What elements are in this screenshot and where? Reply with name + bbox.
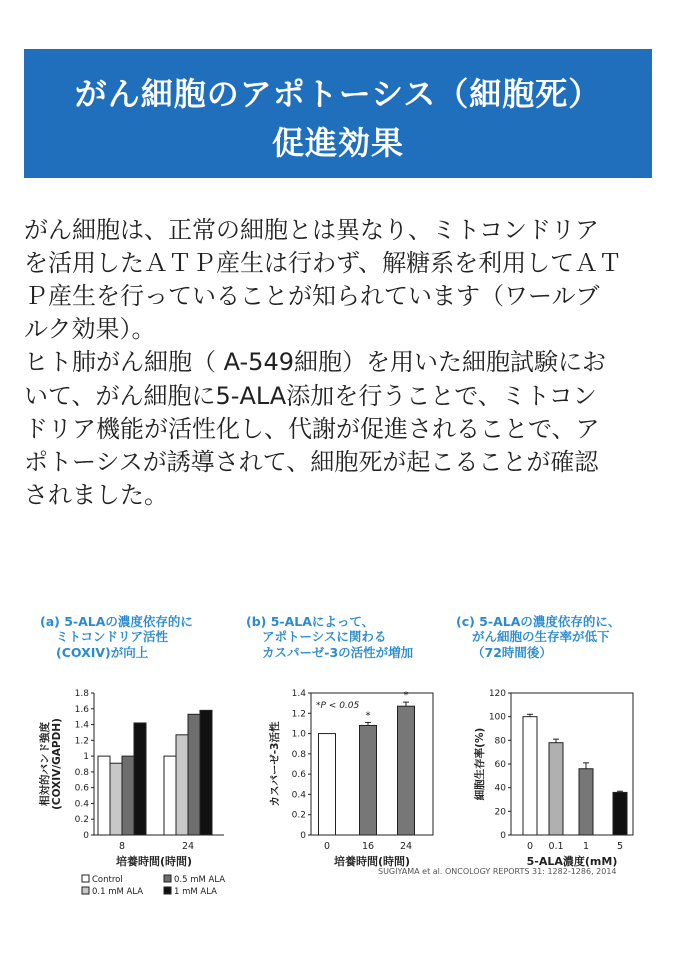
caption-line: (c) 5-ALAの濃度依存的に、 [456, 614, 621, 629]
figure [24, 610, 654, 900]
legend-swatch [82, 887, 89, 894]
caption-line: アポトーシスに関わる [262, 629, 387, 645]
x-tick-label: 8 [118, 841, 126, 852]
title-banner [24, 49, 652, 178]
text-line: ルク効果）。 [24, 315, 156, 344]
y-axis-label: (COXIV/GAPDH) [51, 718, 63, 810]
chart-c [473, 689, 633, 868]
y-axis-label: 細胞生存率(%) [474, 727, 486, 801]
x-tick-label: 16 [361, 841, 375, 852]
bar [188, 714, 200, 835]
y-tick-label: 60 [494, 760, 506, 770]
y-tick-label: 1 [83, 752, 89, 763]
y-tick-label: 0.4 [291, 790, 306, 801]
legend-swatch [164, 887, 171, 894]
x-axis-label: 培養時間(時間) [115, 855, 193, 868]
y-tick-label: 0.8 [291, 749, 306, 760]
caption-line: (COXIV)が向上 [56, 644, 149, 660]
caption-line: がん細胞の生存率が低下 [472, 629, 610, 645]
bar [98, 756, 110, 835]
significance-marker: * [403, 690, 409, 702]
caption-b [246, 614, 413, 660]
text-line: いて、がん細胞に5-ALA添加を行うことで、ミトコン [24, 381, 597, 410]
legend-label: 0.5 mM ALA [174, 875, 226, 885]
y-tick-label: 120 [488, 689, 506, 699]
x-axis-label: 5-ALA濃度(mM) [526, 855, 618, 868]
body-text [24, 214, 654, 512]
x-tick-label: 24 [181, 841, 195, 852]
text-line: ポトーシスが誘導されて、細胞死が起こることが確認 [24, 447, 599, 476]
text-line: を活用したＡＴＰ産生は行わず、解糖系を利用してＡＴ [24, 249, 623, 278]
x-tick-label: 1 [582, 841, 590, 852]
significance-note: *P < 0.05 [316, 701, 360, 711]
chart-b [268, 689, 433, 868]
bar [360, 725, 377, 835]
y-tick-label: 1.8 [74, 689, 89, 699]
text-line: されました。 [24, 480, 168, 509]
y-tick-label: 80 [494, 736, 506, 747]
y-tick-label: 0.4 [74, 799, 89, 810]
x-tick-label: 0 [323, 841, 331, 852]
bar [134, 723, 146, 835]
x-tick-label: 0 [526, 841, 534, 852]
y-tick-label: 0 [83, 831, 89, 841]
y-tick-label: 1.6 [74, 704, 89, 715]
y-tick-label: 1.4 [291, 689, 306, 699]
y-tick-label: 0.8 [74, 767, 89, 778]
bar [122, 756, 134, 835]
caption-line: ミトコンドリア活性 [56, 629, 169, 645]
bar [549, 743, 563, 835]
legend-label: 0.1 mM ALA [92, 887, 144, 897]
y-tick-label: 1.2 [74, 736, 89, 747]
page-title-line1: がん細胞のアポトーシス（細胞死） [74, 75, 602, 113]
x-tick-label: 24 [399, 841, 413, 852]
y-tick-label: 1.4 [74, 720, 89, 731]
bar [200, 710, 212, 835]
y-tick-label: 1.2 [291, 709, 306, 720]
y-tick-label: 0.2 [291, 810, 306, 821]
significance-marker: * [365, 710, 371, 722]
y-tick-label: 20 [494, 807, 506, 818]
bar [579, 769, 593, 835]
caption-line: (a) 5-ALAの濃度依存的に [40, 614, 193, 629]
charts-svg [24, 670, 654, 920]
y-tick-label: 1.0 [291, 729, 306, 740]
y-tick-label: 0.6 [74, 783, 89, 794]
bar [164, 756, 176, 835]
y-tick-label: 0 [500, 831, 506, 841]
text-line: ヒト肺がん細胞（ A-549細胞）を用いた細胞試験にお [24, 348, 606, 377]
caption-line: (b) 5-ALAによって、 [246, 614, 375, 629]
x-tick-label: 5 [616, 841, 624, 852]
legend-swatch [164, 875, 171, 882]
bar [319, 734, 336, 835]
caption-a [40, 614, 193, 660]
y-tick-label: 0.2 [74, 815, 89, 826]
text-line: がん細胞は、正常の細胞とは異なり、ミトコンドリア [24, 216, 600, 244]
chart-a [38, 689, 225, 897]
bar [523, 717, 537, 835]
bar [176, 735, 188, 835]
bar [398, 706, 415, 835]
y-tick-label: 100 [488, 712, 506, 723]
page-title-line2: 促進効果 [271, 124, 404, 162]
legend-label: 1 mM ALA [174, 887, 217, 897]
caption-line: カスパーゼ-3の活性が増加 [262, 644, 414, 660]
paragraph-1 [24, 214, 654, 346]
bar [613, 792, 627, 835]
x-axis-label: 培養時間(時間) [333, 855, 411, 868]
y-axis-label: カスパーゼ-3活性 [269, 721, 281, 807]
text-line: Ｐ産生を行っていることが知られています（ワールブ [24, 282, 600, 311]
legend-label: Control [92, 875, 123, 885]
caption-c [456, 614, 620, 660]
y-tick-label: 0 [300, 831, 306, 841]
citation: SUGIYAMA et al. ONCOLOGY REPORTS 31: 1282-1286, 2014 [378, 867, 617, 876]
paragraph-2 [24, 346, 654, 512]
y-axis-label: 相対的バンド強度 [39, 722, 51, 806]
text-line: ドリア機能が活性化し、代謝が促進されることで、ア [24, 414, 600, 443]
y-tick-label: 40 [494, 783, 506, 794]
bar [110, 763, 122, 835]
x-tick-label: 0.1 [548, 841, 564, 852]
caption-line: （72時間後） [472, 644, 552, 660]
legend-swatch [82, 875, 89, 882]
y-tick-label: 0.6 [291, 770, 306, 781]
